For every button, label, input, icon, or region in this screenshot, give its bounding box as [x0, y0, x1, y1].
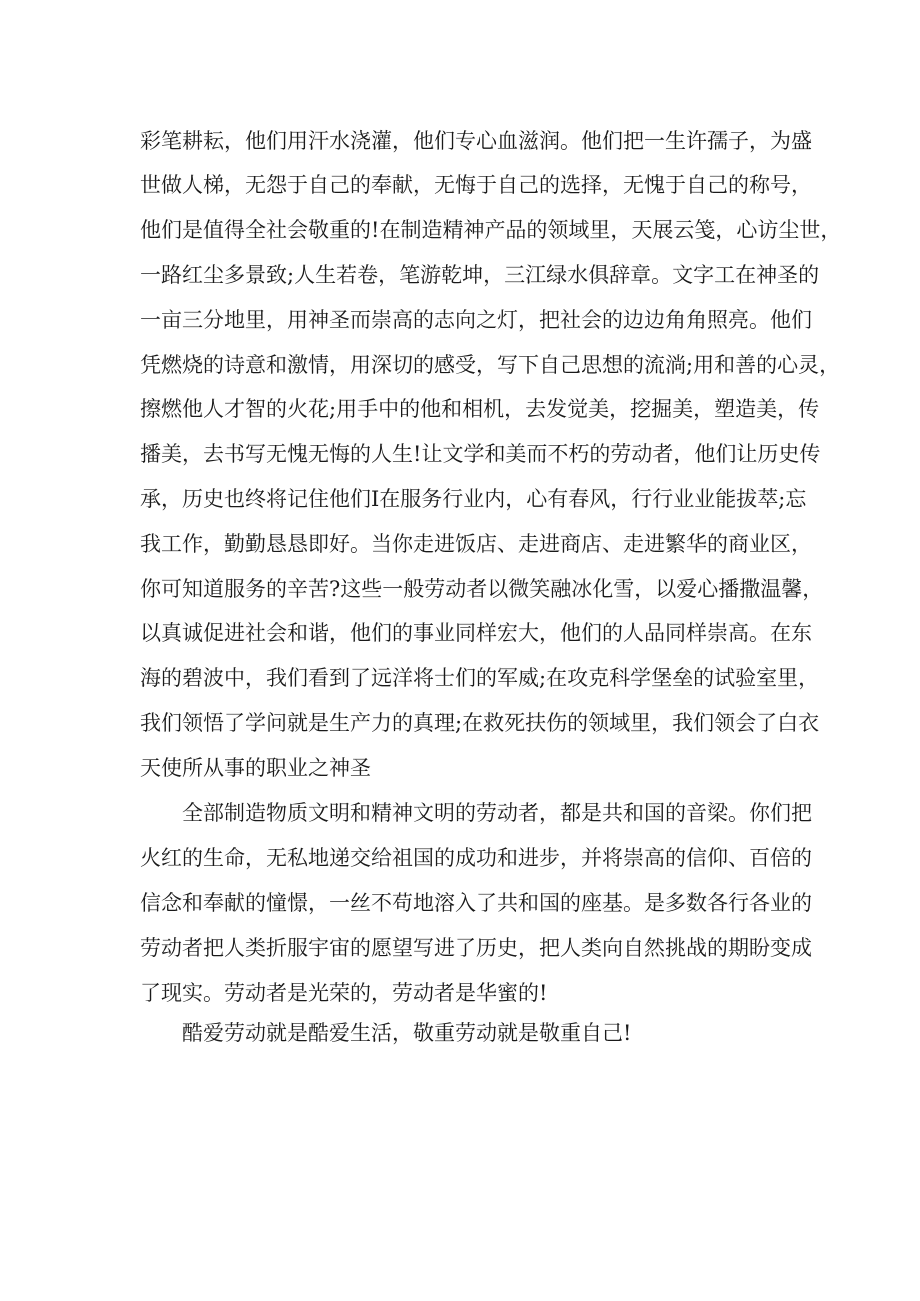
paragraph-2-line-3: 信念和奉献的憧憬，一丝不苟地溶入了共和国的座基。是多数各行各业的	[140, 891, 812, 915]
paragraph-1-line-2: 世做人梯，无怨于自己的奉献，无悔于自己的选择，无愧于自己的称号，	[140, 173, 812, 197]
paragraph-1-line-3: 他们是值得全社会敬重的!在制造精神产品的领域里，天展云笺，心访尘世，	[140, 218, 842, 242]
paragraph-1-line-7: 擦燃他人才智的火花;用手中的他和相机，去发觉美，挖掘美，塑造美，传	[140, 397, 820, 421]
paragraph-1-line-1: 彩笔耕耘，他们用汗水浇灌，他们专心血滋润。他们把一生许孺子，为盛	[140, 129, 812, 153]
paragraph-2-line-2: 火红的生命，无私地递交给祖国的成功和进步，并将崇高的信仰、百倍的	[140, 846, 812, 870]
paragraph-1-line-9: 承，历史也终将记住他们I在服务行业内，心有春风，行行业业能拔萃;忘	[140, 487, 807, 511]
paragraph-1-line-11: 你可知道服务的辛苦?这些一般劳动者以微笑融冰化雪，以爱心播撒温馨，	[140, 577, 824, 601]
paragraph-1-line-8: 播美，去书写无愧无悔的人生!让文学和美而不朽的劳动者，他们让历史传	[140, 442, 821, 466]
paragraph-1-line-14: 我们领悟了学问就是生产力的真理;在救死扶伤的领域里，我们领会了白衣	[140, 711, 820, 735]
paragraph-1-line-6: 凭燃烧的诗意和激情，用深切的感受，写下自己思想的流淌;用和善的心灵，	[140, 353, 841, 377]
paragraph-2-line-5: 了现实。劳动者是光荣的，劳动者是华蜜的!	[140, 981, 548, 1005]
paragraph-1-line-13: 海的碧波中，我们看到了远洋将士们的军威;在攻克科学堡垒的试验室里，	[140, 666, 820, 690]
paragraph-1-line-15: 天使所从事的职业之神圣	[140, 756, 371, 780]
paragraph-1-line-12: 以真诚促进社会和谐，他们的事业同样宏大，他们的人品同样崇高。在东	[140, 621, 812, 645]
paragraph-1-line-10: 我工作，勤勤恳恳即好。当你走进饭店、走进商店、走进繁华的商业区，	[140, 532, 812, 556]
paragraph-3-line-1: 酷爱劳动就是酷爱生活，敬重劳动就是敬重自己!	[182, 1021, 632, 1045]
paragraph-1-line-5: 一亩三分地里，用神圣而崇高的志向之灯，把社会的边边角角照亮。他们	[140, 308, 812, 332]
paragraph-2-line-4: 劳动者把人类折服宇宙的愿望写进了历史，把人类向自然挑战的期盼变成	[140, 936, 812, 960]
paragraph-1-line-4: 一路红尘多景致;人生若卷，笔游乾坤，三江绿水俱辞章。文字工在神圣的	[140, 263, 820, 287]
paragraph-2-line-1: 全部制造物质文明和精神文明的劳动者，都是共和国的音梁。你们把	[182, 801, 812, 825]
